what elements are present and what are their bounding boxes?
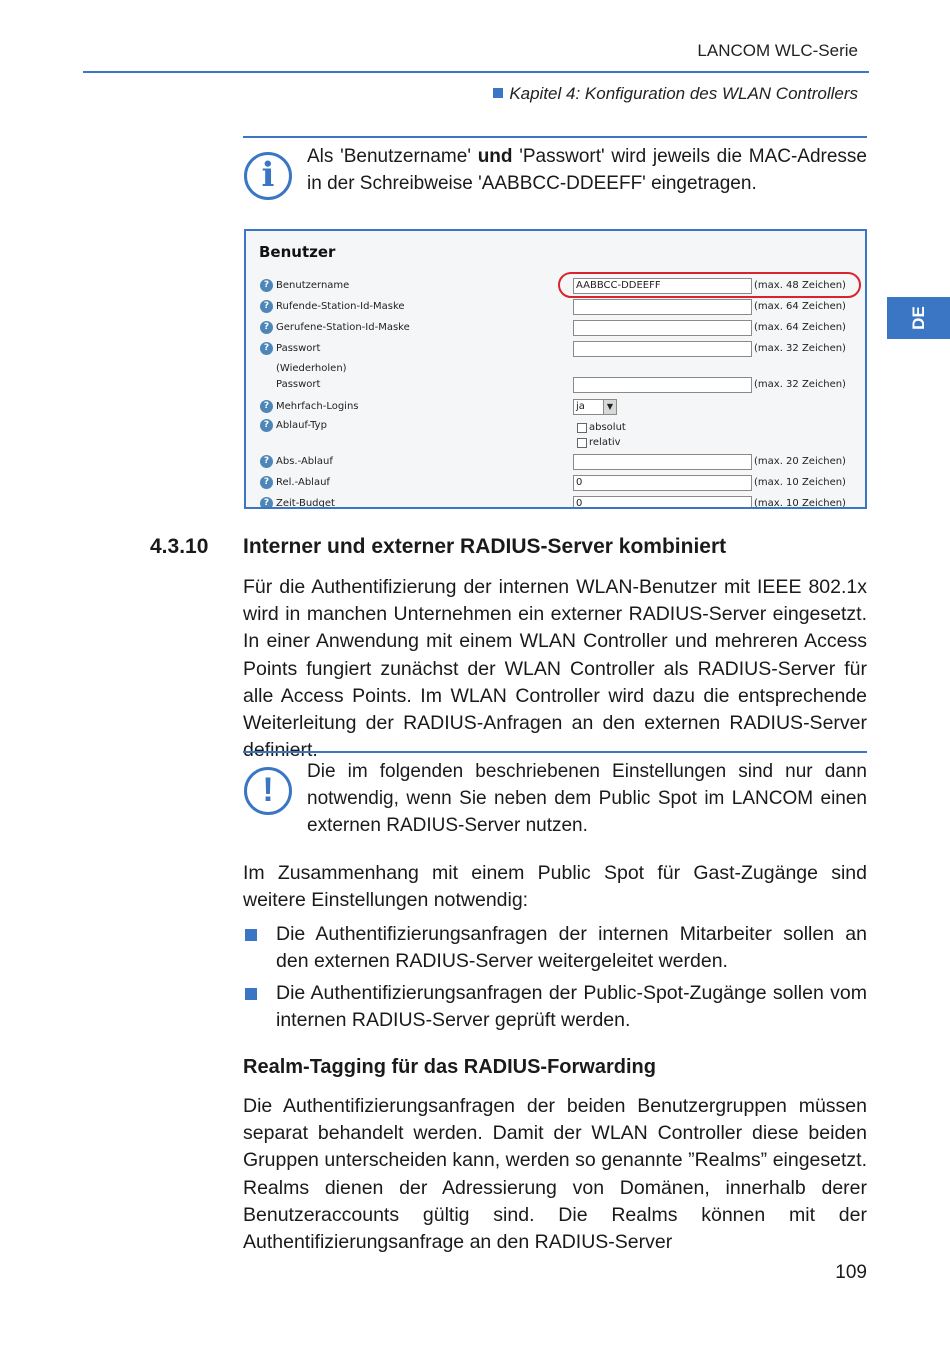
username-input[interactable]: AABBCC-DDEEFF bbox=[573, 278, 752, 294]
field-label: Gerufene-Station-Id-Maske bbox=[276, 322, 410, 333]
note-rule bbox=[243, 751, 867, 753]
square-bullet-icon bbox=[493, 88, 503, 98]
field-row bbox=[260, 377, 860, 395]
help-icon[interactable]: ? bbox=[260, 455, 273, 468]
field-row bbox=[260, 341, 860, 359]
chapter-title bbox=[420, 84, 858, 104]
help-icon[interactable]: ? bbox=[260, 321, 273, 334]
help-icon[interactable]: ? bbox=[260, 419, 273, 432]
calling-station-input[interactable] bbox=[573, 299, 752, 315]
field-row bbox=[260, 454, 860, 472]
field-label: Ablauf-Typ bbox=[276, 420, 327, 431]
multi-login-select[interactable] bbox=[573, 399, 617, 415]
field-hint: (max. 10 Zeichen) bbox=[754, 498, 846, 509]
highlight-ellipse bbox=[558, 272, 861, 298]
called-station-input[interactable] bbox=[573, 320, 752, 336]
help-icon[interactable]: ? bbox=[260, 497, 273, 509]
header-rule bbox=[83, 71, 869, 73]
chevron-down-icon[interactable]: ▼ bbox=[603, 400, 616, 414]
field-label: Rel.-Ablauf bbox=[276, 477, 330, 488]
subsection-paragraph: Die Authentifizierungsanfragen der beiden Benutzergruppen müssen separat behandelt werden. Damit der WLAN Controller diese beiden Gruppen unterscheiden kann, werden so genannte ”Realms” eingesetzt. Realms dienen der Adressierung von Domänen, innerhalb derer Benutzeraccounts gültig sind. Die Realms können mit der Authentifizierungsanfrage an den RADIUS-Server bbox=[243, 1095, 867, 1254]
info-note-text: Als 'Benutzername' und 'Passwort' wird jeweils die MAC-Adresse in der Schreibweise 'AABBCC-DDEEFF' eingetragen. bbox=[307, 146, 868, 194]
absolute-checkbox[interactable] bbox=[577, 423, 587, 433]
section-paragraph: Für die Authentifizierung der internen WLAN-Benutzer mit IEEE 802.1x wird in manchen Unternehmen ein externer RADIUS-Server eingesetzt. In einer Anwendung mit einem WLAN Controller und mehreren Access Points fungiert zunächst der WLAN Controller als RADIUS-Server für alle Access Points. Im WLAN Controller wird dazu die entsprechende Weiterleitung der RADIUS-Anfragen an den externen RADIUS-Server bbox=[243, 576, 867, 735]
field-row bbox=[260, 320, 860, 338]
field-hint: (max. 48 Zeichen) bbox=[754, 280, 846, 291]
field-hint: (max. 64 Zeichen) bbox=[754, 301, 846, 312]
field-label: Rufende-Station-Id-Maske bbox=[276, 301, 405, 312]
checkbox-label: absolut bbox=[589, 422, 626, 433]
password-input[interactable] bbox=[573, 341, 752, 357]
info-icon: i bbox=[244, 152, 292, 200]
password-repeat-input[interactable] bbox=[573, 377, 752, 393]
help-icon[interactable]: ? bbox=[260, 279, 273, 292]
field-label: Mehrfach-Logins bbox=[276, 401, 359, 412]
screenshot-title: Benutzer bbox=[259, 243, 336, 261]
help-icon[interactable]: ? bbox=[260, 300, 273, 313]
field-row bbox=[260, 399, 860, 417]
language-tab-label: DE bbox=[908, 306, 928, 330]
rel-expiry-input[interactable]: 0 bbox=[573, 475, 752, 491]
select-value: ja bbox=[576, 401, 585, 412]
help-icon[interactable]: ? bbox=[260, 400, 273, 413]
exclamation-icon: ! bbox=[244, 767, 292, 815]
field-label: (Wiederholen) bbox=[276, 363, 347, 374]
square-bullet-icon bbox=[245, 988, 257, 1000]
field-hint: (max. 64 Zeichen) bbox=[754, 322, 846, 333]
page-number: 109 bbox=[835, 1262, 867, 1283]
field-label: Abs.-Ablauf bbox=[276, 456, 333, 467]
abs-expiry-input[interactable] bbox=[573, 454, 752, 470]
field-hint: (max. 32 Zeichen) bbox=[754, 343, 846, 354]
language-tab bbox=[887, 297, 950, 339]
section-title: Interner und externer RADIUS-Server kombiniert bbox=[243, 535, 727, 558]
checkbox-row bbox=[260, 435, 860, 453]
list-item: Die Authentifizierungsanfragen der Public-Spot-Zugänge sollen vom internen RADIUS-Server geprüft werden. bbox=[243, 980, 867, 1034]
chapter-label: Kapitel 4: Konfiguration des WLAN Controllers bbox=[509, 84, 858, 103]
warning-note-text: Die im folgenden beschriebenen Einstellungen sind nur dann notwendig, wenn Sie neben dem Public Spot im LANCOM einen externen RADIUS-Server nutzen. bbox=[307, 761, 867, 836]
subsection-title: Realm-Tagging für das RADIUS-Forwarding bbox=[243, 1056, 656, 1078]
field-hint: (max. 32 Zeichen) bbox=[754, 379, 846, 390]
list-item: Die Authentifizierungsanfragen der internen Mitarbeiter sollen an den externen RADIUS-Server weitergeleitet werden. bbox=[243, 921, 867, 975]
series-title: LANCOM WLC-Serie bbox=[697, 41, 858, 60]
field-label: Zeit-Budget bbox=[276, 498, 335, 509]
field-row bbox=[260, 496, 860, 509]
field-hint: (max. 20 Zeichen) bbox=[754, 456, 846, 467]
field-row bbox=[260, 299, 860, 317]
paragraph: Im Zusammenhang mit einem Public Spot für Gast-Zugänge sind weitere Einstellungen notwendig: bbox=[243, 862, 867, 912]
field-label: Passwort bbox=[276, 379, 321, 390]
relative-checkbox[interactable] bbox=[577, 438, 587, 448]
note-rule bbox=[243, 136, 867, 138]
field-label: Benutzername bbox=[276, 280, 350, 291]
checkbox-label: relativ bbox=[589, 437, 621, 448]
help-icon[interactable]: ? bbox=[260, 476, 273, 489]
help-icon[interactable]: ? bbox=[260, 342, 273, 355]
square-bullet-icon bbox=[245, 929, 257, 941]
field-row bbox=[260, 475, 860, 493]
field-label: Passwort bbox=[276, 343, 321, 354]
time-budget-input[interactable]: 0 bbox=[573, 496, 752, 509]
field-hint: (max. 10 Zeichen) bbox=[754, 477, 846, 488]
user-config-screenshot bbox=[244, 229, 867, 509]
section-number: 4.3.10 bbox=[150, 535, 209, 558]
